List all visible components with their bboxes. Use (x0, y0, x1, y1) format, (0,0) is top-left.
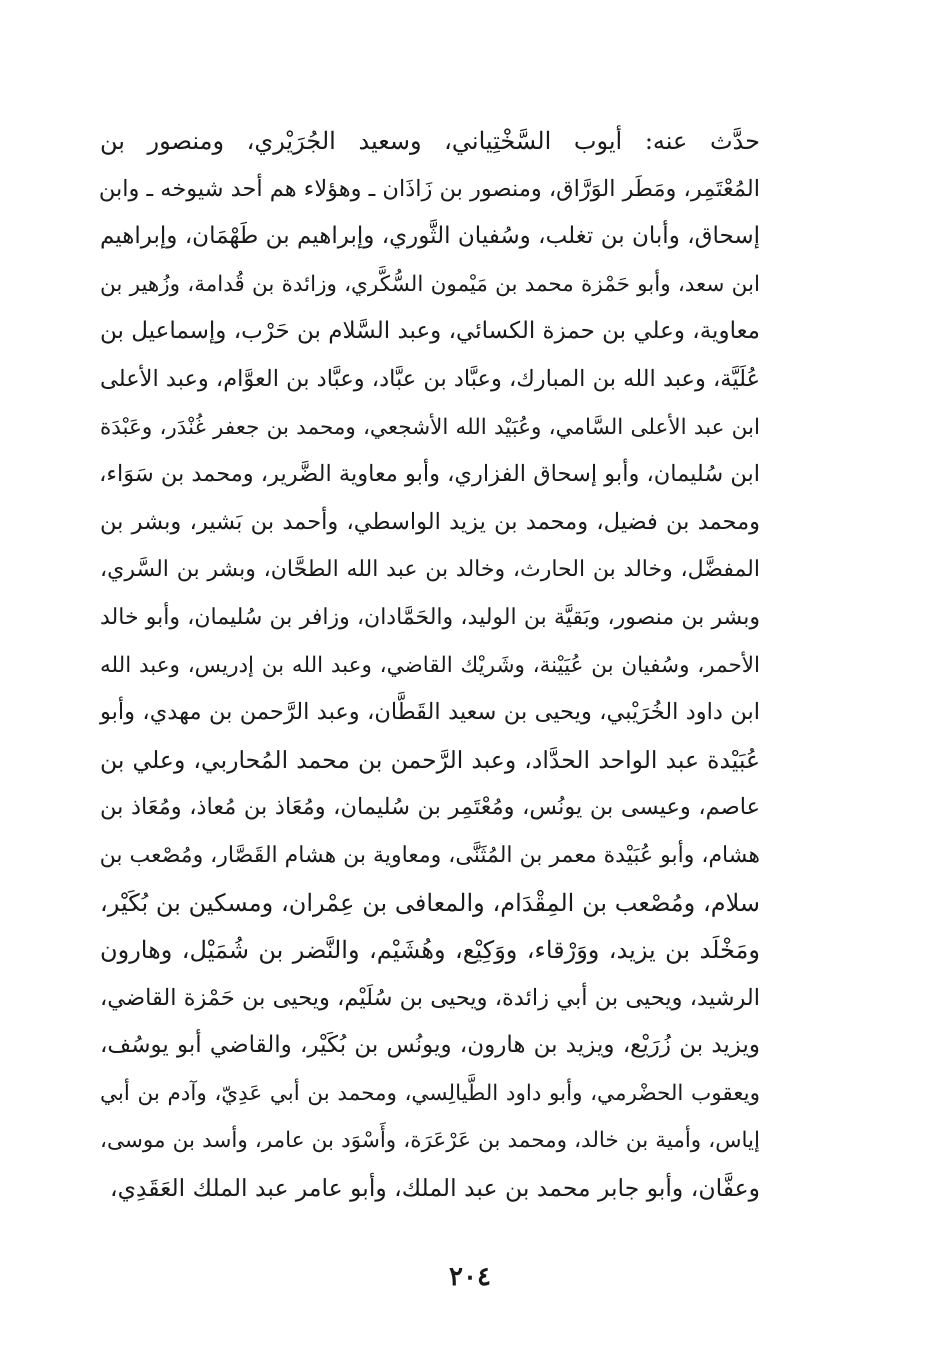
text-line: هشام، وأبو عُبَيْدة معمر بن المُثَنَّى، ومعاوية بن هشام القَصَّار، ومُصْعب بن (99, 842, 760, 868)
page-number: ٢٠٤ (449, 1262, 491, 1292)
text-line: وعفَّان، وأبو جابر محمد بن عبد الملك، وأبو عامر عبد الملك العَقَدِي، (109, 1174, 760, 1203)
text-line: المفضَّل، وخالد بن الحارث، وخالد بن عبد الله الطحَّان، وبشر بن السَّري، (100, 557, 760, 583)
text-line: سلام، ومُصْعب بن المِقْدَام، والمعافى بن عِمْران، ومسكين بن بُكَيْر، (100, 888, 760, 917)
text-line: ويعقوب الحضْرمي، وأبو داود الطَّيالِسي، ومحمد بن أبي عَدِيّ، وآدم بن أبي (100, 1080, 760, 1106)
text-line: عُلَيَّة، وعبد الله بن المبارك، وعبَّاد بن عبَّاد، وعبَّاد بن العوَّام، وعبد الأعلى (100, 365, 760, 392)
text-line: ومحمد بن فضيل، ومحمد بن يزيد الواسطي، وأحمد بن بَشير، وبشر بن (100, 508, 760, 535)
body-text (100, 118, 760, 1213)
text-line: عُبَيْدة عبد الواحد الحدَّاد، وعبد الرَّحمن بن محمد المُحاربي، وعلي بن (100, 745, 760, 774)
text-line: ابن سعد، وأبو حَمْزة محمد بن مَيْمون السُّكَّري، وزائدة بن قُدامة، وزُهير بن (100, 271, 760, 297)
text-line: ويزيد بن زُرَيْع، ويزيد بن هارون، ويونُس بن بُكَيْر، والقاضي أبو يوسُف، (100, 1032, 760, 1059)
text-line: ابن سُليمان، وأبو إسحاق الفزاري، وأبو معاوية الضَّرير، ومحمد بن سَوَاء، (99, 461, 760, 488)
text-line: إياس، وأمية بن خالد، ومحمد بن عَرْعَرَة، وأَسْوَد بن عامر، وأسد بن موسى، (100, 1128, 760, 1154)
text-line: وبشر بن منصور، وبَقيَّة بن الوليد، والحَمَّادان، وزافر بن سُليمان، وأبو خالد (100, 604, 760, 630)
text-line: معاوية، وعلي بن حمزة الكسائي، وعبد السَّلام بن حَرْب، وإسماعيل بن (100, 318, 760, 345)
text-line: ابن عبد الأعلى السَّامي، وعُبَيْد الله الأشجعي، ومحمد بن جعفر غُنْدَر، وعَبْدَة (100, 414, 760, 440)
text-line: حدَّث عنه: أيوب السَّخْتِياني، وسعيد الجُرَيْري، ومنصور بن (100, 127, 760, 155)
text-line: الرشيد، ويحيى بن أبي زائدة، ويحيى بن سُلَيْم، ويحيى بن حَمْزة القاضي، (100, 984, 760, 1011)
text-line: الأحمر، وسُفيان بن عُيَيْنة، وشَريْك القاضي، وعبد الله بن إدريس، وعبد الله (100, 652, 760, 678)
text-line: عاصم، وعيسى بن يونُس، ومُعْتَمِر بن سُليمان، ومُعَاذ بن مُعاذ، ومُعَاذ بن (100, 794, 760, 821)
text-line: ومَخْلَد بن يزيد، ووَرْقاء، ووَكِيْع، وهُشَيْم، والنَّضر بن شُمَيْل، وهارون (100, 936, 760, 965)
text-line: ابن داود الخُرَيْبي، ويحيى بن سعيد القَطَّان، وعبد الرَّحمن بن مهدي، وأبو (100, 699, 760, 726)
text-line: المُعْتَمِر، ومَطَر الوَرَّاق، ومنصور بن زَاذَان ـ وهؤلاء هم أحد شيوخه ـ وابن (98, 175, 760, 202)
text-line: إسحاق، وأبان بن تغلب، وسُفيان الثَّوري، وإبراهيم بن طَهْمَان، وإبراهيم (100, 223, 760, 250)
